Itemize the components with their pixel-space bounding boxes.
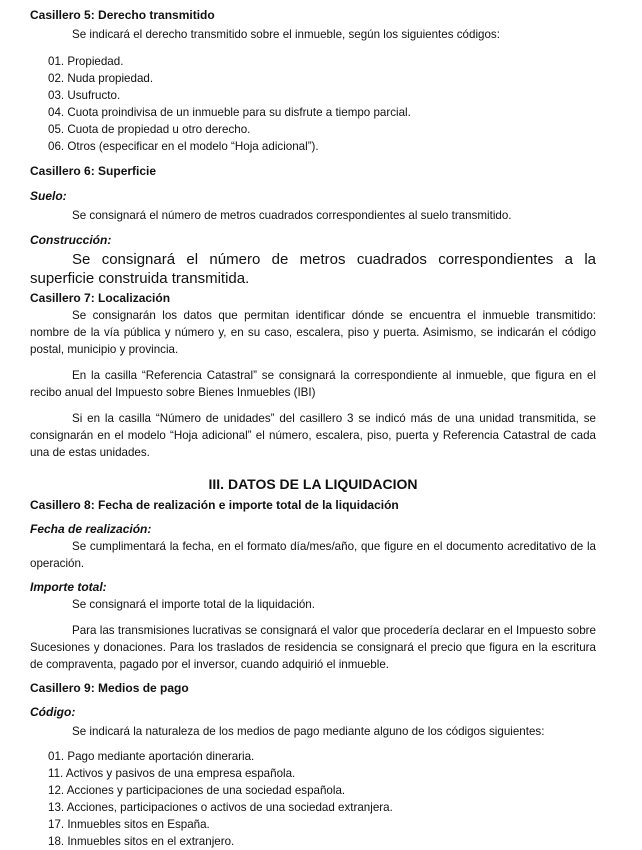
medios-pago-intro: Se indicará la naturaleza de los medios de pago mediante alguno de los códigos siguientes: xyxy=(72,725,545,738)
list-item: 04. Cuota proindivisa de un inmueble para su disfrute a tiempo parcial. xyxy=(48,106,411,119)
casillero-7-title: Casillero 7: Localización xyxy=(30,291,171,305)
localizacion-paragraph-1: Se consignarán los datos que permitan identificar dónde se encuentra el inmueble transmitido: nombre de la vía pública y número y, en su caso, escalera, piso y puerta. Asimismo, se indicarán el código postal, municipio y provincia. xyxy=(30,309,596,356)
construccion-text: Se consignará el número de metros cuadrados correspondientes a la superficie construida transmitida. xyxy=(30,251,596,287)
casillero-5-intro: Se indicará el derecho transmitido sobre el inmueble, según los siguientes códigos: xyxy=(72,28,500,41)
list-item: 05. Cuota de propiedad u otro derecho. xyxy=(48,123,251,136)
fecha-text: Se cumplimentará la fecha, en el formato día/mes/año, que figure en el documento acreditativo de la operación. xyxy=(30,540,596,570)
derecho-codes-list xyxy=(30,53,596,155)
suelo-text: Se consignará el número de metros cuadrados correspondientes al suelo transmitido. xyxy=(72,209,512,222)
list-item: 02. Nuda propiedad. xyxy=(48,72,154,85)
list-item: 13. Acciones, participaciones o activos de una sociedad extranjera. xyxy=(48,801,393,814)
casillero-8-title: Casillero 8: Fecha de realización e importe total de la liquidación xyxy=(30,498,399,512)
list-item: 11. Activos y pasivos de una empresa española. xyxy=(48,767,296,780)
list-item: 12. Acciones y participaciones de una sociedad española. xyxy=(48,784,346,797)
suelo-label: Suelo: xyxy=(30,189,67,203)
importe-label: Importe total: xyxy=(30,580,107,594)
list-item: 18. Inmuebles sitos en el extranjero. xyxy=(48,835,235,848)
casillero-5-title: Casillero 5: Derecho transmitido xyxy=(30,8,215,22)
list-item: 03. Usufructo. xyxy=(48,89,121,102)
list-item: 06. Otros (especificar en el modelo “Hoja adicional”). xyxy=(48,140,319,153)
section-title: III. DATOS DE LA LIQUIDACION xyxy=(208,476,418,492)
codigo-label: Código: xyxy=(30,705,76,719)
construccion-label: Construcción: xyxy=(30,233,112,247)
medios-pago-codes-list xyxy=(30,748,596,850)
list-item: 17. Inmuebles sitos en España. xyxy=(48,818,210,831)
casillero-9-title: Casillero 9: Medios de pago xyxy=(30,681,189,695)
localizacion-paragraph-3: Si en la casilla “Número de unidades” del casillero 3 se indicó más de una unidad transmitida, se consignarán en el modelo “Hoja adicional” el número, escalera, piso, puerta y Referencia Catastral de cada una de estas unidades. xyxy=(30,412,596,459)
document-page xyxy=(30,8,596,850)
casillero-6-title: Casillero 6: Superficie xyxy=(30,164,157,178)
fecha-label: Fecha de realización: xyxy=(30,522,152,536)
importe-text: Se consignará el importe total de la liquidación. xyxy=(72,598,315,611)
importe-paragraph: Para las transmisiones lucrativas se consignará el valor que procedería declarar en el Impuesto sobre Sucesiones y donaciones. Para los traslados de residencia se consignará el precio que figura en la escritura de compraventa, pagado por el inversor, cuando adquirió el inmueble. xyxy=(30,624,596,671)
list-item: 01. Pago mediante aportación dineraria. xyxy=(48,750,255,763)
localizacion-paragraph-2: En la casilla “Referencia Catastral” se consignará la correspondiente al inmueble, que figura en el recibo anual del Impuesto sobre Bienes Inmuebles (IBI) xyxy=(30,369,596,399)
list-item: 01. Propiedad. xyxy=(48,55,124,68)
